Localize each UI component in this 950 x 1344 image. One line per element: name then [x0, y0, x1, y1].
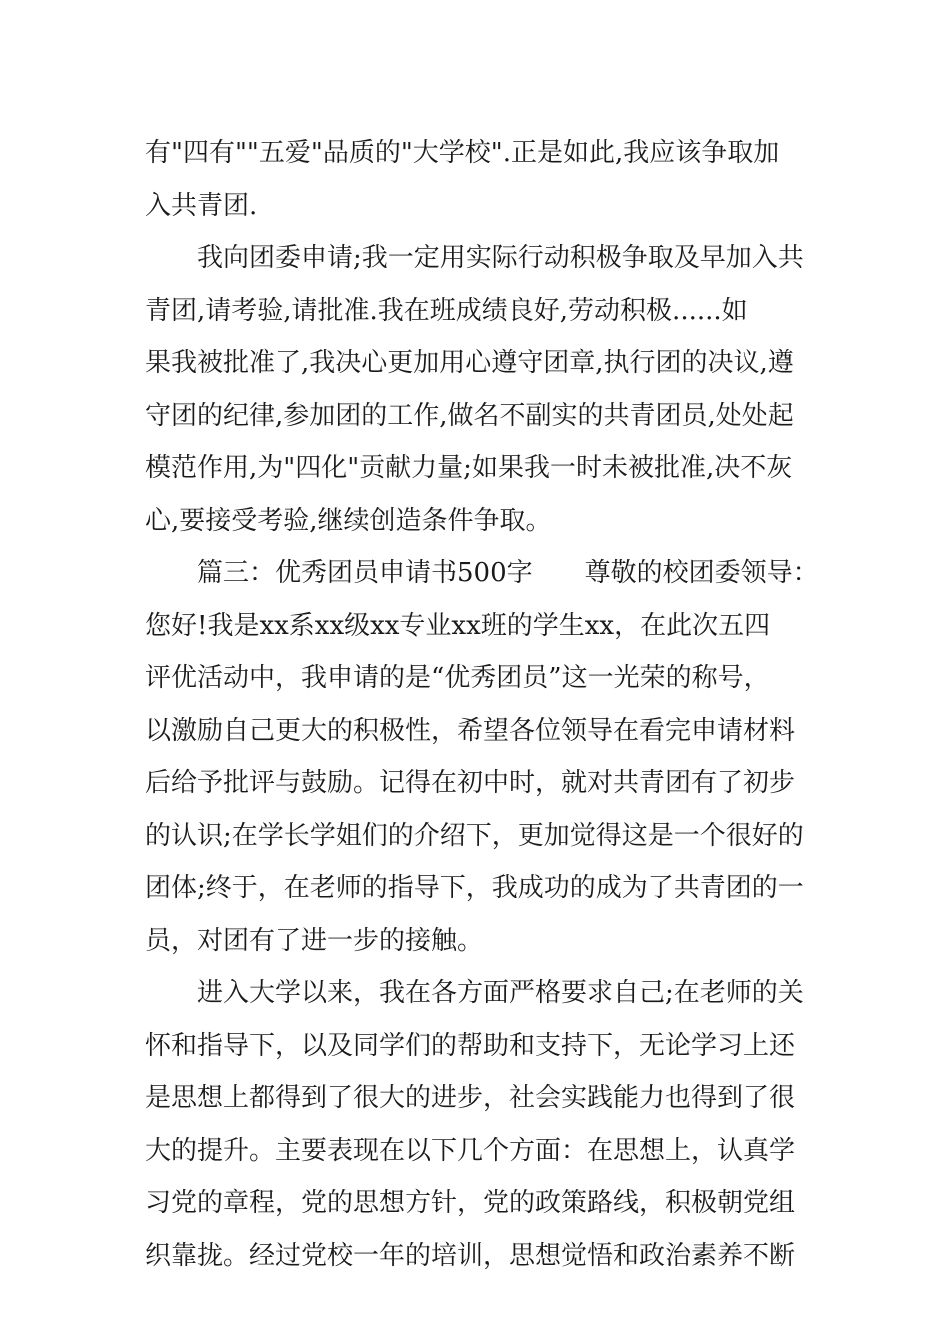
text-line: 心,要接受考验,继续创造条件争取。 — [145, 505, 552, 536]
text-line: 有"四有""五爱"品质的"大学校".正是如此,我应该争取加 — [145, 138, 780, 168]
text-line: 入共青团. — [145, 190, 258, 221]
text-line: 以激励自己更大的积极性，希望各位领导在看完申请材料 — [145, 715, 796, 746]
text-line: 是思想上都得到了很大的进步，社会实践能力也得到了很 — [145, 1083, 796, 1113]
text-line: 进入大学以来，我在各方面严格要求自己;在老师的关 — [197, 978, 804, 1008]
text-line: 评优活动中，我申请的是“优秀团员”这一光荣的称号， — [145, 663, 770, 693]
text-line: 我向团委申请;我一定用实际行动积极争取及早加入共 — [197, 243, 804, 273]
document-body — [145, 127, 819, 1282]
text-line: 织靠拢。经过党校一年的培训，思想觉悟和政治素养不断 — [145, 1240, 796, 1271]
paragraph-4 — [145, 967, 810, 1282]
text-line: 的认识;在学长学姐们的介绍下，更加觉得这是一个很好的 — [145, 820, 804, 851]
text-line: 果我被批准了,我决心更加用心遵守团章,执行团的决议,遵 — [145, 348, 794, 378]
text-line: 怀和指导下，以及同学们的帮助和支持下，无论学习上还 — [145, 1030, 796, 1061]
text-line: 模范作用,为"四化"贡献力量;如果我一时未被批准,决不灰 — [145, 453, 793, 483]
paragraph-3 — [145, 547, 819, 967]
text-line: 您好!我是xx系xx级xx专业xx班的学生xx，在此次五四 — [145, 610, 771, 641]
paragraph-2 — [145, 232, 810, 547]
text-line: 青团,请考验,请批准.我在班成绩良好,劳动积极......如 — [145, 295, 748, 326]
text-line: 守团的纪律,参加团的工作,做名不副实的共青团员,处处起 — [145, 400, 794, 431]
text-line: 大的提升。主要表现在以下几个方面：在思想上，认真学 — [145, 1135, 796, 1166]
text-line: 习党的章程，党的思想方针，党的政策路线，积极朝党组 — [145, 1188, 796, 1218]
text-line: 团体;终于，在老师的指导下，我成功的成为了共青团的一 — [145, 873, 804, 903]
text-line: 员，对团有了进一步的接触。 — [145, 925, 484, 956]
text-line: 篇三：优秀团员申请书500字 尊敬的校团委领导： — [197, 558, 819, 588]
text-line: 后给予批评与鼓励。记得在初中时，就对共青团有了初步 — [145, 768, 796, 798]
paragraph-1 — [145, 127, 810, 232]
